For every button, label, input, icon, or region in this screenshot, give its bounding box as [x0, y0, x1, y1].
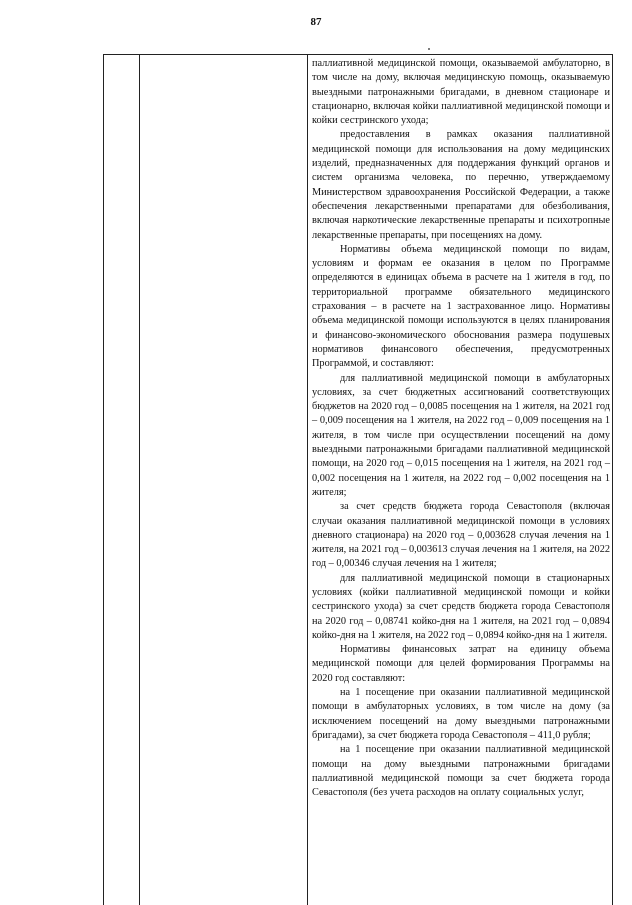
column-divider-2	[307, 55, 308, 905]
page-number: 87	[310, 16, 322, 28]
document-table	[103, 54, 613, 905]
paragraph-home-visit-cost: на 1 посещение при оказании паллиативной медицинской помощи на дому выездными патронажными бригадами паллиативной медицинской помощи за счет бюджета города Севастополя (без учета расходов на оплату социальных услуг,	[312, 744, 610, 799]
paragraph-medical-devices: предоставления в рамках оказания паллиативной медицинской помощи для использования на дому медицинских изделий, предназначенных для поддержания функций органов и систем организма человека, по перечню, утверждаемому Министерством здравоохранения Российской Федерации, а также обеспечения лекарственными препаратами для обезболивания, включая наркотические лекарственные препараты и психотропные лекарственные препараты, при посещениях на дому.	[312, 129, 610, 241]
paragraph-inpatient-norms: для паллиативной медицинской помощи в стационарных условиях (койки паллиативной медицинской помощи и койки сестринского ухода) за счет средств бюджета города Севастополя на 2020 год – 0,08741 койко-дня на 1 жителя, на 2021 год – 0,0894 койко-дня на 1 жителя, на 2022 год – 0,0894 койко-дня на 1 жителя.	[312, 572, 610, 641]
paragraph-palliative-care-forms: паллиативной медицинской помощи, оказываемой амбулаторно, в том числе на дому, включая медицинскую помощь, оказываемую выездными патронажными бригадами, в дневном стационаре и стационарно, включая койки паллиативной медицинской помощи и койки сестринского ухода;	[312, 58, 610, 127]
column-divider-1	[139, 55, 140, 905]
paragraph-day-hospital-norms: за счет средств бюджета города Севастополя (включая случаи оказания паллиативной медицинской помощи в условиях дневного стационара) на 2020 год – 0,003628 случая лечения на 1 жителя, на 2021 год – 0,003613 случая лечения на 1 жителя, на 2022 год – 0,00346 случая лечения на 1 жителя;	[312, 501, 610, 570]
paragraph-outpatient-norms: для паллиативной медицинской помощи в амбулаторных условиях, за счет бюджетных ассигнований соответствующих бюджетов на 2020 год – 0,0085 посещения на 1 жителя, на 2021 год – 0,009 посещения на 1 жителя, на 2022 год – 0,009 посещения на 1 жителя, в том числе при осуществлении посещений на дому выездными патронажными бригадами паллиативной медицинской помощи, на 2020 год – 0,015 посещения на 1 жителя, на 2021 год – 0,002 посещения на 1 жителя, на 2022 год – 0,002 посещения на 1 жителя;	[312, 372, 610, 498]
paragraph-volume-norms: Нормативы объема медицинской помощи по видам, условиям и формам ее оказания в целом по Программе определяются в единицах объема в расчете на 1 жителя в год, по территориальной программе обязательного медицинского страхования – в расчете на 1 застрахованное лицо. Нормативы объема медицинской помощи используются в целях планирования и финансово-экономического обоснования размера подушевых нормативов финансового обеспечения, предусмотренных Программой, и составляют:	[312, 243, 610, 370]
text-column	[312, 57, 610, 800]
paragraph-visit-cost: на 1 посещение при оказании паллиативной медицинской помощи в амбулаторных условиях, в том числе на дому (за исключением посещений на дому выездными патронажными бригадами), за счет бюджета города Севастополя – 411,0 рубля;	[312, 687, 610, 741]
paragraph-financial-norms: Нормативы финансовых затрат на единицу объема медицинской помощи для целей формирования Программы на 2020 год составляют:	[312, 644, 610, 684]
scan-dot-mark	[428, 48, 430, 50]
